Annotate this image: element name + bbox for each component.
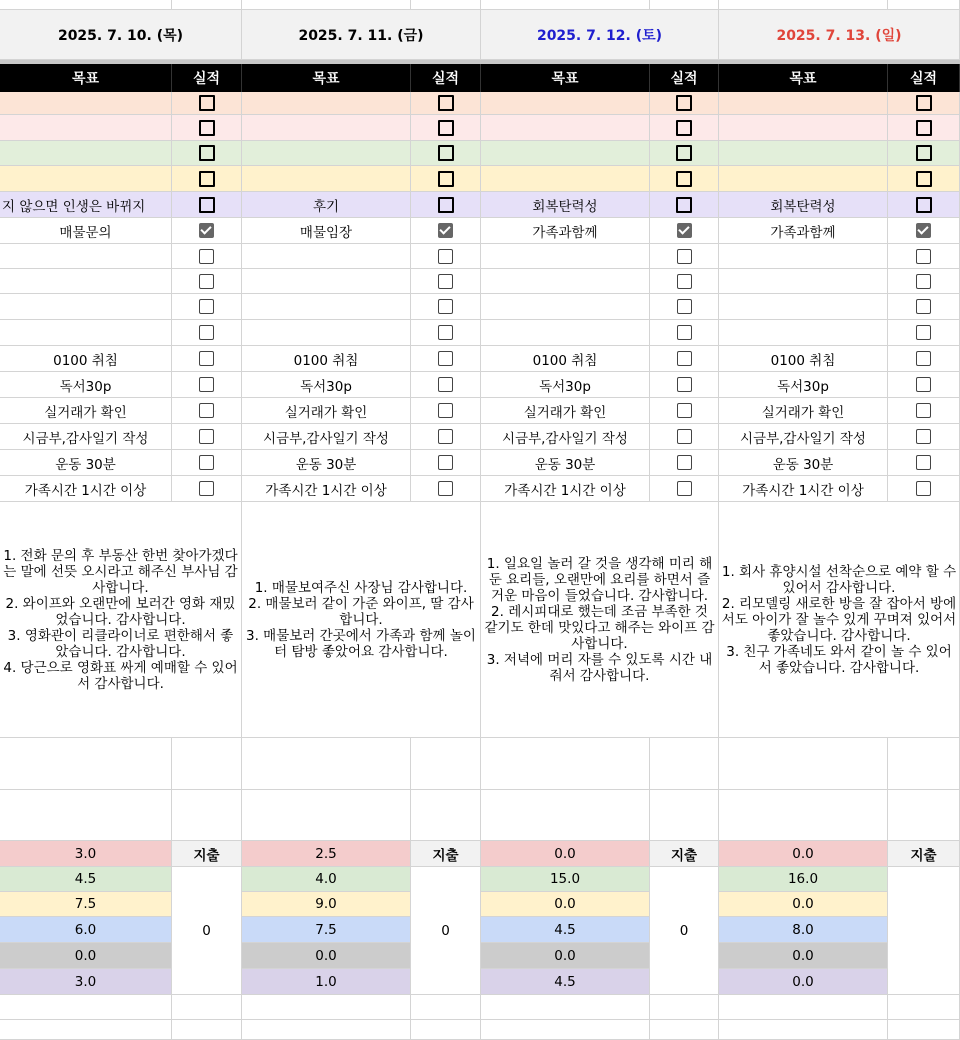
checkbox-unchecked[interactable] [438,299,453,314]
checkbox-unchecked[interactable] [916,429,931,444]
score-cell[interactable]: 0.0 [0,943,172,969]
result-cell[interactable] [411,218,481,244]
result-cell[interactable] [411,476,481,502]
checkbox-unchecked[interactable] [916,120,932,136]
score-cell[interactable]: 3.0 [0,969,172,995]
checkbox-unchecked[interactable] [199,274,214,289]
result-cell[interactable] [411,294,481,320]
checkbox-unchecked[interactable] [438,274,453,289]
date-header[interactable] [0,10,242,60]
checkbox-checked[interactable] [916,223,931,238]
blank-cell[interactable] [0,790,172,841]
checkbox-unchecked[interactable] [199,325,214,340]
blank-cell[interactable] [650,1020,719,1040]
result-cell[interactable] [172,244,242,269]
checkbox-unchecked[interactable] [916,197,932,213]
blank-cell[interactable] [481,738,650,790]
checkbox-unchecked[interactable] [677,351,692,366]
goal-cell[interactable] [481,115,650,141]
score-cell[interactable]: 7.5 [242,917,411,943]
goal-cell[interactable]: 회복탄력성 [481,192,650,218]
result-cell[interactable] [411,269,481,294]
checkbox-unchecked[interactable] [199,197,215,213]
gratitude-journal-cell[interactable] [481,502,719,738]
score-cell[interactable]: 0.0 [481,892,650,917]
goal-cell[interactable]: 시금부,감사일기 작성 [0,424,172,450]
blank-cell[interactable] [411,995,481,1020]
goal-cell[interactable]: 시금부,감사일기 작성 [719,424,888,450]
goal-cell[interactable] [242,166,411,192]
checkbox-unchecked[interactable] [199,171,215,187]
checkbox-unchecked[interactable] [677,403,692,418]
result-cell[interactable] [888,372,960,398]
goal-cell[interactable] [481,92,650,115]
result-cell[interactable] [888,244,960,269]
result-cell[interactable] [650,244,719,269]
goal-cell[interactable] [719,115,888,141]
checkbox-unchecked[interactable] [199,145,215,161]
result-cell[interactable] [172,346,242,372]
result-cell[interactable] [172,450,242,476]
goal-cell[interactable] [481,294,650,320]
checkbox-unchecked[interactable] [199,429,214,444]
score-cell[interactable]: 2.5 [242,841,411,867]
blank-cell[interactable] [0,1020,172,1040]
checkbox-unchecked[interactable] [676,197,692,213]
score-cell[interactable]: 7.5 [0,892,172,917]
result-cell[interactable] [172,398,242,424]
checkbox-unchecked[interactable] [677,429,692,444]
score-cell[interactable]: 3.0 [0,841,172,867]
checkbox-checked[interactable] [199,223,214,238]
goal-cell[interactable] [719,141,888,166]
date-label: 2025. 7. 10. (목) [57,27,184,44]
result-cell[interactable] [888,141,960,166]
result-cell[interactable] [650,424,719,450]
goal-cell[interactable] [242,115,411,141]
result-cell[interactable] [888,166,960,192]
blank-cell[interactable] [719,738,888,790]
result-cell[interactable] [650,141,719,166]
blank-cell[interactable] [0,0,172,10]
blank-cell[interactable] [481,790,650,841]
result-cell[interactable] [172,269,242,294]
blank-cell[interactable] [172,1020,242,1040]
checkbox-unchecked[interactable] [438,455,453,470]
blank-cell[interactable] [650,0,719,10]
checkbox-unchecked[interactable] [199,403,214,418]
result-column-header: 실적 [411,64,481,92]
score-cell[interactable]: 9.0 [242,892,411,917]
blank-cell[interactable] [242,1020,411,1040]
goal-cell[interactable]: 독서30p [0,372,172,398]
checkbox-unchecked[interactable] [438,249,453,264]
goal-cell[interactable] [481,320,650,346]
score-cell[interactable]: 0.0 [719,841,888,867]
checkbox-unchecked[interactable] [199,481,214,496]
score-cell[interactable]: 0.0 [481,943,650,969]
blank-cell[interactable] [242,738,411,790]
checkbox-unchecked[interactable] [676,171,692,187]
result-cell[interactable] [888,218,960,244]
goal-cell[interactable]: 0100 취침 [0,346,172,372]
gratitude-journal-text: 1. 회사 휴양시설 선착순으로 예약 할 수 있어서 감사합니다. 2. 리모델링 새로한 방을 잘 잡아서 방에서도 아이가 잘 놀수 있게 꾸며져 있어서 좋았습니다. 감사합니다. 3. 친구 가족네도 와서 같이 놀 수 있어서 좋았습니다. 감사합니다. [721,563,957,676]
result-column-header: 실적 [172,64,242,92]
checkbox-unchecked[interactable] [916,145,932,161]
goal-cell[interactable]: 독서30p [242,372,411,398]
goal-cell[interactable] [719,244,888,269]
result-cell[interactable] [650,294,719,320]
spent-label: 지출 [411,841,481,867]
checkbox-unchecked[interactable] [199,95,215,111]
checkbox-unchecked[interactable] [438,429,453,444]
checkbox-unchecked[interactable] [916,249,931,264]
blank-cell[interactable] [172,790,242,841]
checkbox-unchecked[interactable] [916,377,931,392]
blank-cell[interactable] [411,738,481,790]
result-cell[interactable] [888,92,960,115]
result-cell[interactable] [888,320,960,346]
blank-cell[interactable] [719,790,888,841]
checkbox-unchecked[interactable] [438,351,453,366]
goal-cell[interactable]: 매물임장 [242,218,411,244]
spent-value-cell[interactable]: 0 [172,867,242,995]
goal-cell[interactable]: 가족시간 1시간 이상 [719,476,888,502]
goal-column-header: 목표 [242,64,411,92]
blank-cell[interactable] [650,995,719,1020]
checkbox-unchecked[interactable] [916,481,931,496]
goal-cell[interactable]: 독서30p [719,372,888,398]
result-cell[interactable] [650,115,719,141]
result-cell[interactable] [411,244,481,269]
score-cell[interactable]: 6.0 [0,917,172,943]
score-cell[interactable]: 15.0 [481,867,650,892]
goal-cell[interactable]: 운동 30분 [481,450,650,476]
spent-label: 지출 [650,841,719,867]
result-cell[interactable] [650,269,719,294]
result-cell[interactable] [888,450,960,476]
gratitude-journal-cell[interactable] [242,502,481,738]
blank-cell[interactable] [0,995,172,1020]
goal-cell[interactable]: 0100 취침 [719,346,888,372]
checkbox-checked[interactable] [438,223,453,238]
gratitude-journal-cell[interactable] [0,502,242,738]
goal-cell[interactable]: 가족시간 1시간 이상 [0,476,172,502]
checkbox-unchecked[interactable] [677,249,692,264]
result-cell[interactable] [172,115,242,141]
goal-cell[interactable]: 가족시간 1시간 이상 [481,476,650,502]
spent-value-cell[interactable] [888,867,960,995]
goal-cell[interactable]: 실거래가 확인 [481,398,650,424]
result-cell[interactable] [650,320,719,346]
result-cell[interactable] [411,398,481,424]
date-header[interactable] [719,10,960,60]
blank-cell[interactable] [481,995,650,1020]
result-cell[interactable] [888,476,960,502]
checkbox-unchecked[interactable] [199,377,214,392]
blank-cell[interactable] [0,738,172,790]
goal-column-header: 목표 [719,64,888,92]
result-cell[interactable] [888,269,960,294]
score-cell[interactable]: 0.0 [719,969,888,995]
blank-cell[interactable] [888,995,960,1020]
blank-cell[interactable] [650,790,719,841]
score-cell[interactable]: 0.0 [481,841,650,867]
checkbox-unchecked[interactable] [438,403,453,418]
goal-cell[interactable] [0,320,172,346]
checkbox-unchecked[interactable] [916,274,931,289]
result-cell[interactable] [888,424,960,450]
goal-cell[interactable]: 0100 취침 [481,346,650,372]
checkbox-unchecked[interactable] [916,351,931,366]
result-cell[interactable] [172,141,242,166]
gratitude-journal-text: 1. 전화 문의 후 부동산 한번 찾아가겠다는 말에 선뜻 오시라고 해주신 부사님 감사합니다. 2. 와이프와 오랜만에 보러간 영화 재밌었습니다. 감사합니다. 3. 영화관이 리클라이너로 편한해서 좋았습니다. 감사합니다. 4. 당근으로 영화표 싸게 예매할 수 있어서 감사합니다. [3,547,238,692]
goal-cell[interactable]: 운동 30분 [719,450,888,476]
checkbox-unchecked[interactable] [677,325,692,340]
goal-cell[interactable] [242,269,411,294]
score-cell[interactable]: 4.5 [0,867,172,892]
spent-label: 지출 [888,841,960,867]
checkbox-unchecked[interactable] [438,377,453,392]
goal-cell[interactable] [481,141,650,166]
blank-cell[interactable] [719,995,888,1020]
blank-cell[interactable] [481,0,650,10]
checkbox-unchecked[interactable] [438,120,454,136]
result-cell[interactable] [650,372,719,398]
goal-cell[interactable]: 가족시간 1시간 이상 [242,476,411,502]
goal-cell[interactable] [0,115,172,141]
result-cell[interactable] [888,398,960,424]
blank-cell[interactable] [411,0,481,10]
goal-cell[interactable]: 실거래가 확인 [242,398,411,424]
result-cell[interactable] [172,192,242,218]
result-column-header: 실적 [650,64,719,92]
result-cell[interactable] [411,450,481,476]
checkbox-unchecked[interactable] [199,299,214,314]
checkbox-unchecked[interactable] [438,145,454,161]
goal-cell[interactable]: 실거래가 확인 [0,398,172,424]
result-cell[interactable] [172,92,242,115]
result-cell[interactable] [172,372,242,398]
checkbox-unchecked[interactable] [677,299,692,314]
result-cell[interactable] [650,92,719,115]
blank-cell[interactable] [888,0,960,10]
gratitude-journal-cell[interactable] [719,502,960,738]
checkbox-unchecked[interactable] [676,95,692,111]
goal-cell[interactable]: 운동 30분 [242,450,411,476]
score-cell[interactable]: 0.0 [242,943,411,969]
checkbox-unchecked[interactable] [916,455,931,470]
goal-cell[interactable]: 가족과함께 [481,218,650,244]
score-cell[interactable]: 1.0 [242,969,411,995]
result-cell[interactable] [172,320,242,346]
goal-cell[interactable]: 매물문의 [0,218,172,244]
blank-cell[interactable] [888,790,960,841]
score-cell[interactable]: 4.5 [481,917,650,943]
goal-cell[interactable] [719,269,888,294]
blank-cell[interactable] [242,995,411,1020]
blank-cell[interactable] [172,0,242,10]
goal-cell[interactable] [242,92,411,115]
blank-cell[interactable] [172,738,242,790]
checkbox-unchecked[interactable] [677,274,692,289]
blank-cell[interactable] [242,790,411,841]
score-cell[interactable]: 16.0 [719,867,888,892]
blank-cell[interactable] [481,1020,650,1040]
result-cell[interactable] [650,218,719,244]
goal-cell[interactable] [719,294,888,320]
goal-cell[interactable] [0,166,172,192]
goal-cell[interactable] [242,294,411,320]
blank-cell[interactable] [411,790,481,841]
result-cell[interactable] [411,115,481,141]
score-cell[interactable]: 4.0 [242,867,411,892]
result-cell[interactable] [411,141,481,166]
result-cell[interactable] [650,450,719,476]
goal-cell[interactable] [481,244,650,269]
goal-cell[interactable]: 0100 취침 [242,346,411,372]
checkbox-unchecked[interactable] [916,325,931,340]
checkbox-unchecked[interactable] [676,145,692,161]
result-cell[interactable] [172,166,242,192]
blank-cell[interactable] [411,1020,481,1040]
result-cell[interactable] [650,166,719,192]
date-label: 2025. 7. 12. (토) [536,27,663,44]
spent-label: 지출 [172,841,242,867]
result-cell[interactable] [172,424,242,450]
checkbox-unchecked[interactable] [677,481,692,496]
score-cell[interactable]: 0.0 [719,943,888,969]
result-cell[interactable] [172,218,242,244]
goal-cell[interactable] [719,92,888,115]
result-cell[interactable] [888,346,960,372]
result-cell[interactable] [411,92,481,115]
goal-cell[interactable] [242,244,411,269]
date-header[interactable] [242,10,481,60]
blank-cell[interactable] [719,1020,888,1040]
result-cell[interactable] [650,476,719,502]
checkbox-unchecked[interactable] [438,325,453,340]
result-cell[interactable] [411,372,481,398]
result-cell[interactable] [411,346,481,372]
goal-column-header: 목표 [481,64,650,92]
goal-cell[interactable]: 독서30p [481,372,650,398]
blank-cell[interactable] [719,0,888,10]
blank-cell[interactable] [888,1020,960,1040]
spent-value-cell[interactable]: 0 [650,867,719,995]
blank-cell[interactable] [650,738,719,790]
checkbox-unchecked[interactable] [438,171,454,187]
score-cell[interactable]: 8.0 [719,917,888,943]
goal-cell[interactable] [0,244,172,269]
goal-cell[interactable] [481,269,650,294]
checkbox-unchecked[interactable] [676,120,692,136]
goal-cell[interactable] [0,294,172,320]
goal-column-header: 목표 [0,64,172,92]
goal-cell[interactable] [0,92,172,115]
date-label: 2025. 7. 11. (금) [298,27,424,44]
checkbox-unchecked[interactable] [199,120,215,136]
goal-cell[interactable]: 회복탄력성 [719,192,888,218]
goal-cell[interactable]: 시금부,감사일기 작성 [242,424,411,450]
goal-cell[interactable] [719,320,888,346]
goal-cell[interactable]: 시금부,감사일기 작성 [481,424,650,450]
blank-cell[interactable] [172,995,242,1020]
checkbox-unchecked[interactable] [438,197,454,213]
gratitude-journal-text: 1. 일요일 놀러 갈 것을 생각해 미리 해둔 요리들, 오랜만에 요리를 하면서 즐거운 마음이 들었습니다. 감사합니다. 2. 레시피대로 했는데 조금 부족한 것 같기도 한데 맛있다고 해주는 와이프 감사합니다. 3. 저녁에 머리 자를 수 있도록 시간 내줘서 감사합니다. [484,555,715,684]
score-cell[interactable]: 0.0 [719,892,888,917]
result-cell[interactable] [411,192,481,218]
result-cell[interactable] [411,320,481,346]
result-cell[interactable] [888,115,960,141]
checkbox-unchecked[interactable] [199,249,214,264]
result-cell[interactable] [888,192,960,218]
goal-cell[interactable]: 지 않으면 인생은 바뀌지 [0,192,172,218]
goal-cell[interactable] [242,320,411,346]
result-cell[interactable] [172,294,242,320]
checkbox-unchecked[interactable] [916,403,931,418]
checkbox-unchecked[interactable] [677,455,692,470]
spent-value-cell[interactable]: 0 [411,867,481,995]
result-cell[interactable] [888,294,960,320]
goal-cell[interactable] [481,166,650,192]
checkbox-unchecked[interactable] [916,299,931,314]
goal-cell[interactable] [719,166,888,192]
gratitude-journal-text: 1. 매물보여주신 사장님 감사합니다. 2. 매물보러 같이 가준 와이프, 딸 감사 합니다. 3. 매물보러 간곳에서 가족과 함께 놀이터 탐방 좋았어요 감사합니다. [246,579,476,660]
checkbox-unchecked[interactable] [199,455,214,470]
checkbox-unchecked[interactable] [438,481,453,496]
goal-cell[interactable] [242,141,411,166]
goal-cell[interactable]: 실거래가 확인 [719,398,888,424]
result-cell[interactable] [650,346,719,372]
goal-cell[interactable] [0,269,172,294]
checkbox-unchecked[interactable] [677,377,692,392]
result-cell[interactable] [650,398,719,424]
result-cell[interactable] [650,192,719,218]
date-header[interactable] [481,10,719,60]
checkbox-unchecked[interactable] [916,171,932,187]
blank-cell[interactable] [888,738,960,790]
checkbox-unchecked[interactable] [199,351,214,366]
score-cell[interactable]: 4.5 [481,969,650,995]
checkbox-unchecked[interactable] [916,95,932,111]
result-cell[interactable] [411,424,481,450]
checkbox-unchecked[interactable] [438,95,454,111]
goal-cell[interactable]: 후기 [242,192,411,218]
blank-cell[interactable] [242,0,411,10]
result-cell[interactable] [172,476,242,502]
goal-cell[interactable]: 가족과함께 [719,218,888,244]
date-label: 2025. 7. 13. (일) [776,27,902,44]
goal-cell[interactable]: 운동 30분 [0,450,172,476]
checkbox-checked[interactable] [677,223,692,238]
result-column-header: 실적 [888,64,960,92]
result-cell[interactable] [411,166,481,192]
goal-cell[interactable] [0,141,172,166]
